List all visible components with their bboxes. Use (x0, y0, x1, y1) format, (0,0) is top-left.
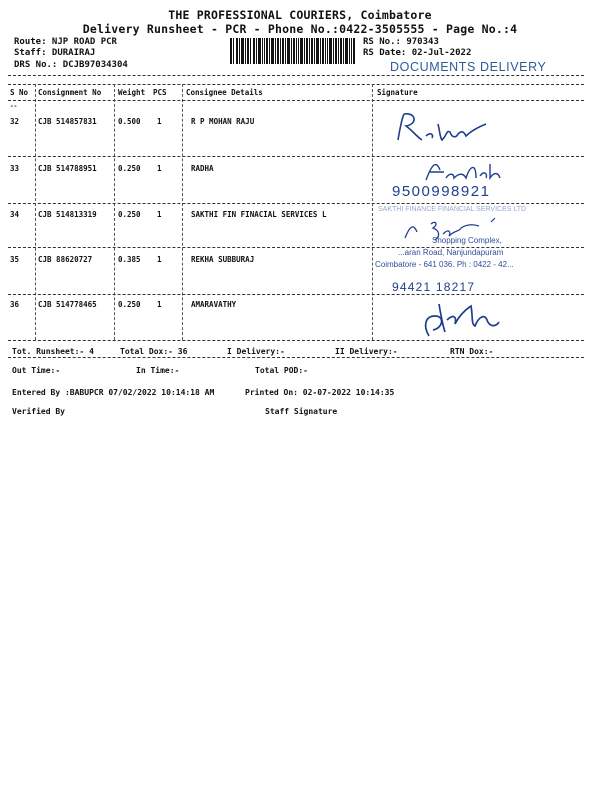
row-divider (8, 294, 584, 295)
entered-by: Entered By :BABUPCR 07/02/2022 10:14:18 AM (12, 388, 215, 397)
col-header-pcs: PCS (153, 88, 167, 97)
row-divider (8, 203, 584, 204)
row-sno: 35 (10, 255, 20, 264)
col-header-consignment: Consignment No (38, 88, 102, 97)
runsheet-subtitle: Delivery Runsheet - PCR - Phone No.:0422-3505555 - Page No.:4 (82, 22, 518, 36)
i-delivery: I Delivery:- (227, 347, 285, 356)
row-consignment: CJB 514778465 (38, 300, 97, 309)
signature-radha-phone: 9500998921 (392, 183, 491, 200)
divider (8, 100, 584, 101)
row-consignee: RADHA (191, 164, 214, 173)
barcode-icon (230, 38, 355, 64)
row-sno: 36 (10, 300, 20, 309)
row-consignment: CJB 88620727 (38, 255, 93, 264)
divider (8, 84, 584, 85)
row-pcs: 1 (157, 300, 162, 309)
stamp-address-line3: Coimbatore - 641 036. Ph : 0422 - 42... (375, 260, 514, 269)
in-time: In Time:- (136, 366, 180, 375)
stamp-address-line2: ...aran Road, Nanjundapuram (398, 248, 504, 257)
row-divider (8, 340, 584, 341)
stamp-company-name: SAKTHI FINANCE FINANCIAL SERVICES LTD (378, 206, 527, 213)
total-runsheet: Tot. Runsheet:- 4 (12, 347, 94, 356)
out-time: Out Time:- (12, 366, 61, 375)
company-title: THE PROFESSIONAL COURIERS, Coimbatore (168, 8, 432, 22)
col-header-weight: Weight (118, 88, 146, 97)
rs-number: RS No.: 970343 (363, 37, 439, 47)
row-consignment: CJB 514788951 (38, 164, 97, 173)
route-label: Route: NJP ROAD PCR (14, 37, 117, 47)
column-separator (114, 84, 115, 340)
printed-on: Printed On: 02-07-2022 10:14:35 (245, 388, 395, 397)
row-sno: 32 (10, 117, 20, 126)
divider (8, 357, 584, 358)
verified-by: Verified By (12, 407, 65, 416)
row-sno: 33 (10, 164, 20, 173)
signature-rekha-phone: 94421 18217 (392, 280, 476, 294)
row-consignee: REKHA SUBBURAJ (191, 255, 255, 264)
column-separator (35, 84, 36, 340)
row-consignment: CJB 514813319 (38, 210, 97, 219)
total-pod: Total POD:- (255, 366, 308, 375)
row-weight: 0.385 (118, 255, 141, 264)
documents-delivery-stamp: DOCUMENTS DELIVERY (390, 60, 547, 74)
row-pcs: 1 (157, 210, 162, 219)
row-sno: 34 (10, 210, 20, 219)
drs-number: DRS No.: DCJB97034304 (14, 60, 128, 70)
row-consignee: R P MOHAN RAJU (191, 117, 255, 126)
row-weight: 0.250 (118, 300, 141, 309)
row-weight: 0.250 (118, 210, 141, 219)
rs-date: RS Date: 02-Jul-2022 (363, 48, 472, 58)
row-consignee: SAKTHI FIN FINACIAL SERVICES L (191, 210, 327, 219)
row-marker: -- (10, 103, 18, 110)
stamp-address-line1: Shopping Complex, (432, 236, 502, 245)
signature-amaravathy-icon (415, 296, 525, 340)
staff-label: Staff: DURAIRAJ (14, 48, 96, 58)
divider (8, 75, 584, 76)
col-header-consignee: Consignee Details (186, 88, 263, 97)
ii-delivery: II Delivery:- (335, 347, 398, 356)
row-consignee: AMARAVATHY (191, 300, 237, 309)
staff-signature: Staff Signature (265, 407, 338, 416)
row-pcs: 1 (157, 255, 162, 264)
column-separator (182, 84, 183, 340)
row-consignment: CJB 514857831 (38, 117, 97, 126)
column-separator (372, 84, 373, 340)
rtn-dox: RTN Dox:- (450, 347, 494, 356)
col-header-signature: Signature (377, 88, 418, 97)
row-pcs: 1 (157, 117, 162, 126)
total-dox: Total Dox:- 36 (120, 347, 188, 356)
col-header-sno: S No (10, 88, 29, 97)
row-weight: 0.500 (118, 117, 141, 126)
signature-mohan-raju-icon (390, 108, 500, 148)
row-pcs: 1 (157, 164, 162, 173)
row-weight: 0.250 (118, 164, 141, 173)
signature-radha-icon (420, 156, 510, 186)
